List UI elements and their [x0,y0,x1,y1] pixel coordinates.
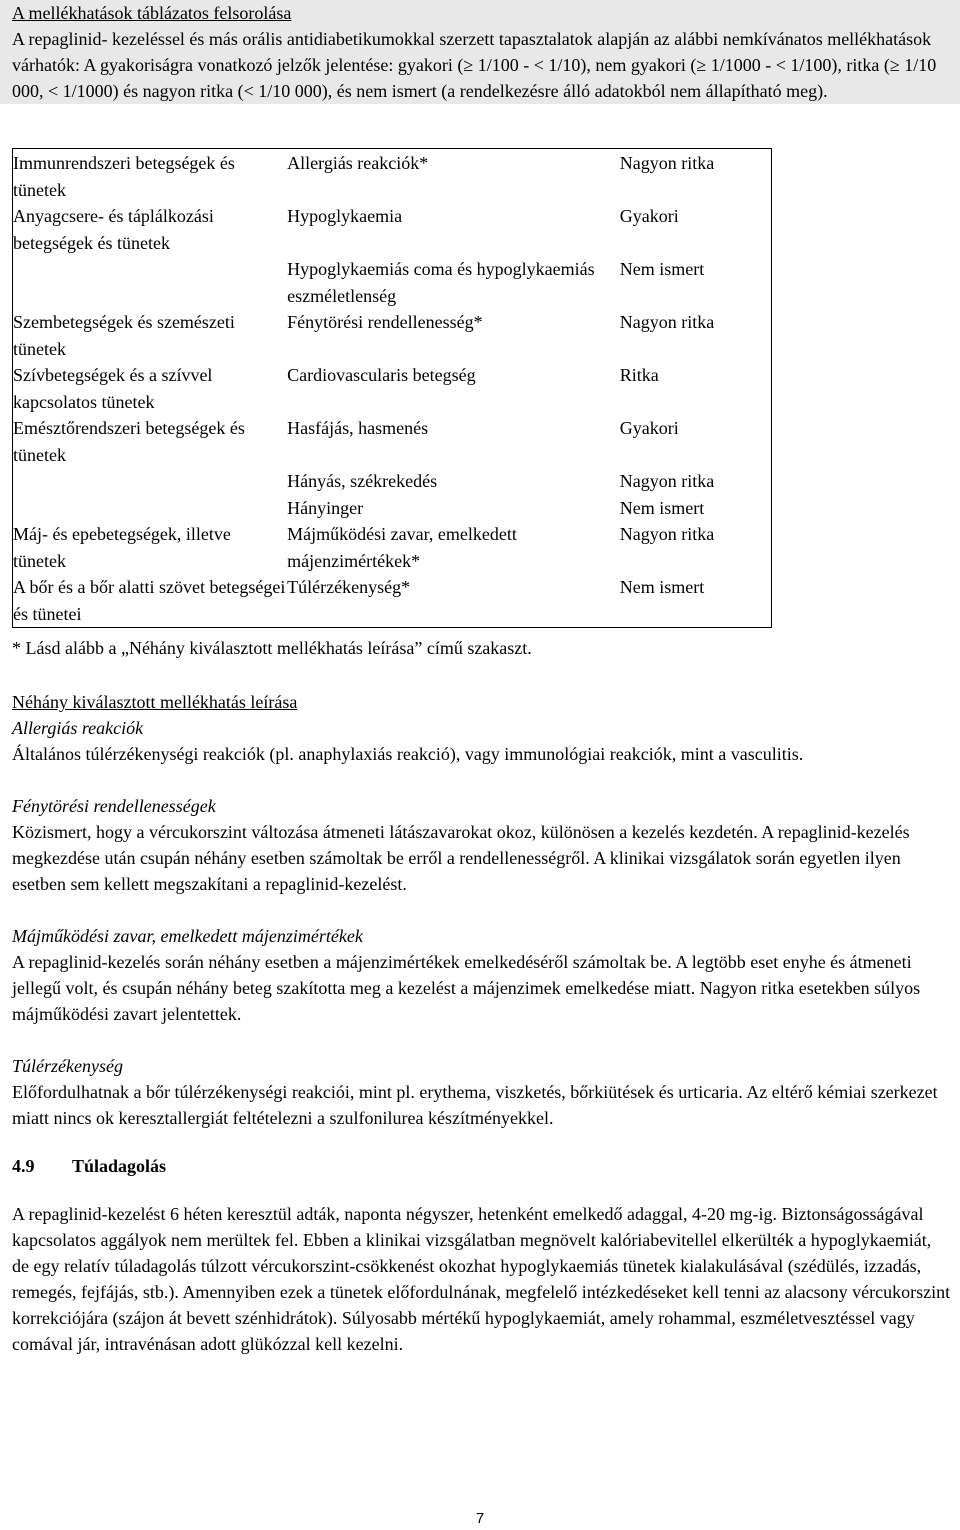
section-title: A mellékhatások táblázatos felsorolása [12,3,292,23]
frequency-cell: Ritka [619,365,659,385]
selected-item-text: Közismert, hogy a vércukorszint változása átmeneti látászavarokat okoz, különösen a kezelés kezdetén. A repaglinid-kezelés megkezdése után csupán néhány esetben számoltak be erről a rendellenességről. A klinikai vizsgálatok során egyetlen ilyen esetben sem kellett megszakítani a repaglinid-kezelést. [12,822,910,894]
organ-cell [13,256,287,309]
organ-cell: Szívbetegségek és a szívvel kapcsolatos tünetek [13,365,213,412]
selected-item-text: Általános túlérzékenységi reakciók (pl. anaphylaxiás reakció), vagy immunológiai reakciók, mint a vasculitis. [12,744,804,764]
frequency-cell: Nagyon ritka [619,153,715,173]
frequency-cell: Nem ismert [619,497,705,518]
organ-cell [13,468,287,495]
frequency-cell: Nagyon ritka [619,471,715,491]
side-effects-table-frame [12,148,772,628]
reaction-cell: Fénytörési rendellenesség* [287,312,483,332]
table-row [13,468,771,495]
side-effects-table [13,150,771,627]
selected-item-hypersensitivity [12,1053,952,1131]
selected-item-refraction [12,793,952,897]
table-row [13,256,771,309]
selected-item-text: A repaglinid-kezelés során néhány esetben a májenzimértékek emelkedéséről számoltak be. A legtöbb eset enyhe és átmeneti jellegű volt, és csupán néhány beteg szakította meg a kezelést a májenzimek emelkedése miatt. Nagyon ritka esetekben súlyos májműködési zavart jelentettek. [12,952,921,1024]
frequency-cell: Nem ismert [619,259,705,279]
reaction-cell: Cardiovascularis betegség [287,365,476,385]
table-row [13,495,771,522]
overdose-title: Túladagolás [72,1156,167,1176]
frequency-cell: Nem ismert [619,577,705,597]
reaction-cell: Hányinger [287,497,364,518]
frequency-cell: Nagyon ritka [619,524,715,544]
organ-cell: Anyagcsere- és táplálkozási betegségek és tünetek [13,206,214,253]
overdose-text: A repaglinid-kezelést 6 héten keresztül adták, naponta négyszer, hetenként emelkedő adaggal, 4-20 mg-ig. Biztonságosságával kapcsolatos aggályok nem merültek fel. Ebben a klinikai vizsgálatban megnövelt kalóriabevitellel elkerülték a hypoglykaemiát, de egy relatív túladagolás túlzott vércukorszint-csökkenést okozhat hypoglykaemiás tünetek kialakulásával (szédülés, izzadás, remegés, fejfájás, stb.). Amennyiben ezek a tünetek előfordulnának, megfelelő intézkedéseket kell tenni az alacsony vércukorszint korrekciójára (szájon át bevett szénhidrátok). Súlyosabb mértékű hypoglykaemiát, amely rohammal, eszméletvesztéssel vagy comával jár, intravénásan adott glükózzal kell kezelni. [12,1204,951,1354]
selected-item-allergy [12,715,952,767]
selected-item-heading: Fénytörési rendellenességek [12,796,216,816]
table-row [13,150,771,203]
table-row [13,309,771,362]
table-row [13,521,771,574]
table-footnote: * Lásd alább a „Néhány kiválasztott mellékhatás leírása” című szakaszt. [12,638,532,658]
organ-cell: Máj- és epebetegségek, illetve tünetek [13,524,231,571]
table-row [13,415,771,468]
reaction-cell: Hypoglykaemia [287,206,403,226]
selected-item-liver [12,923,952,1027]
table-row [13,574,771,627]
document-page [12,0,952,1357]
reaction-cell: Túlérzékenység* [287,577,411,597]
section-number: 4.9 [12,1156,35,1176]
selected-effects-title: Néhány kiválasztott mellékhatás leírása [12,692,298,712]
organ-cell: Emésztőrendszeri betegségek és tünetek [13,418,245,465]
page-number: 7 [475,1510,485,1527]
organ-cell: A bőr és a bőr alatti szövet betegségei és tünetei [13,577,286,624]
selected-item-heading: Májműködési zavar, emelkedett májenzimértékek [12,926,363,946]
header-block [0,0,960,104]
selected-item-heading: Túlérzékenység [12,1056,123,1076]
frequency-cell: Gyakori [619,206,679,226]
overdose-heading [12,1153,952,1179]
organ-cell: Immunrendszeri betegségek és tünetek [13,153,235,200]
reaction-cell: Allergiás reakciók* [287,153,429,173]
frequency-cell: Gyakori [619,418,679,438]
table-row [13,203,771,256]
selected-item-heading: Allergiás reakciók [12,718,144,738]
reaction-cell: Hányás, székrekedés [287,471,438,491]
reaction-cell: Hasfájás, hasmenés [287,418,429,438]
reaction-cell: Májműködési zavar, emelkedett májenzimértékek* [287,524,517,571]
frequency-cell: Nagyon ritka [619,312,715,332]
selected-item-text: Előfordulhatnak a bőr túlérzékenységi reakciói, mint pl. erythema, viszketés, bőrkiütések és urticaria. Az eltérő kémiai szerkezet miatt nincs ok keresztallergiát feltételezni a szulfonilurea készítményekkel. [12,1082,938,1128]
intro-paragraph: A repaglinid- kezeléssel és más orális antidiabetikumokkal szerzett tapasztalatok alapján az alábbi nemkívánatos mellékhatások várhatók: A gyakoriságra vonatkozó jelzők jelentése: gyakori (≥ 1/100 - < 1/10), nem gyakori (≥ 1/1000 - < 1/100), ritka (≥ 1/10 000, < 1/1000) és nagyon ritka (< 1/10 000), és nem ismert (a rendelkezésre álló adatokból nem állapítható meg). [12,29,937,101]
organ-cell [13,495,287,522]
reaction-cell: Hypoglykaemiás coma és hypoglykaemiás eszméletlenség [287,259,595,306]
organ-cell: Szembetegségek és szemészeti tünetek [13,312,235,359]
table-row [13,362,771,415]
